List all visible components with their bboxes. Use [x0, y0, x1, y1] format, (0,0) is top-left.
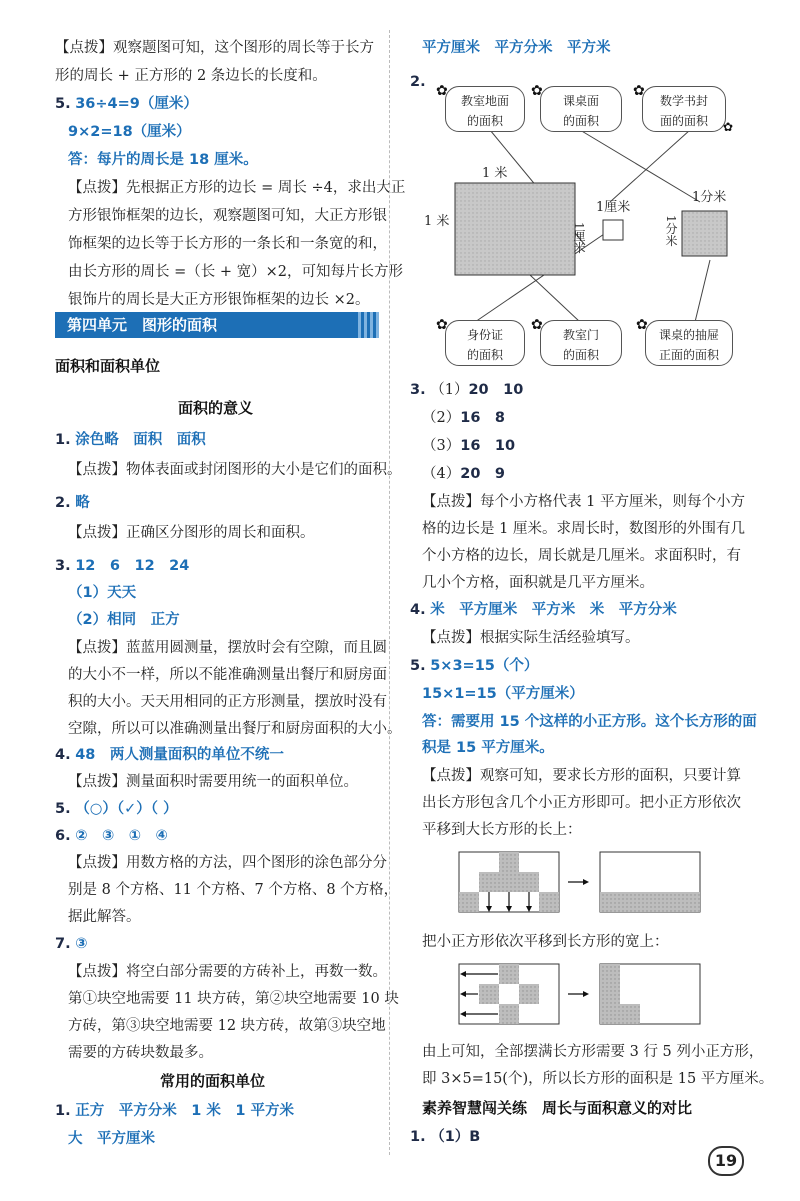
label-1cm: 1厘米 [596, 200, 631, 215]
answer-line: 12 6 12 24 [75, 558, 190, 574]
answer-line: 米 平方厘米 平方米 米 平方分米 [430, 602, 677, 618]
butterfly-icon: ✿ [633, 83, 645, 99]
small-square [499, 852, 519, 872]
answer-b1 [55, 1101, 294, 1121]
question-number: 4. [410, 602, 426, 618]
tip-line: 形的周长 + 正方形的 2 条边长的长度和。 [55, 68, 327, 84]
tip-line: 别是 8 个方格、11 个方格、7 个方格、8 个方格， [68, 882, 399, 898]
tip-line: 把小正方形依次平移到长方形的宽上： [422, 934, 669, 950]
unit-banner: 第四单元 图形的面积 [55, 312, 377, 338]
answer-line: 答：需要用 15 个这样的小正方形。这个长方形的面 [422, 714, 757, 730]
column-divider [389, 30, 390, 1155]
option-cloud [531, 317, 622, 366]
tip-line: 【点拨】观察可知，要求长方形的面积，只要计算 [422, 768, 741, 784]
banner-stripes [358, 312, 380, 338]
square-1cm [603, 220, 623, 240]
sub-label: （1） [430, 382, 469, 398]
question-number: 3. [55, 558, 71, 574]
answer-5 [410, 656, 538, 676]
answer-line: 16 10 [460, 438, 516, 454]
option-cloud [436, 83, 525, 132]
tip-line: 【点拨】将空白部分需要的方砖补上，再数一数。 [68, 964, 387, 980]
cloud-text: 正面的面积 [658, 348, 719, 362]
square-1m [455, 183, 575, 275]
small-square [499, 964, 519, 984]
question-number: 2. [55, 495, 71, 511]
question-number: 1. [410, 1129, 426, 1145]
tip-line: 【点拨】每个小方格代表 1 平方厘米，则每个小方 [422, 494, 745, 510]
cloud-text: 教室地面 [460, 94, 509, 108]
option-cloud [436, 317, 525, 366]
answer-line: （1）B [430, 1129, 481, 1145]
small-square [479, 872, 499, 892]
answer-line: 15×1=15（平方厘米） [422, 686, 584, 702]
tip-line: 【点拨】根据实际生活经验填写。 [422, 630, 640, 646]
tip-line: 平移到大长方形的长上： [422, 822, 582, 838]
tip-line: 积的大小。天天用相同的正方形测量，摆放时没有 [68, 694, 387, 710]
cloud-text: 的面积 [466, 114, 503, 128]
tip-line: 由长方形的周长 =（长 + 宽）×2，可知每片长方形 [68, 264, 403, 280]
question-number: 7. [55, 936, 71, 952]
tip-line: 饰框架的边长等于长方形的一条长和一条宽的和， [68, 236, 387, 252]
small-square [519, 984, 539, 1004]
match-line [610, 130, 690, 202]
question-number: 4. [55, 747, 71, 763]
answer-4 [55, 745, 284, 765]
answer-line: 积是 15 平方厘米。 [422, 740, 554, 756]
option-cloud [636, 317, 733, 366]
answer-3 [55, 556, 189, 576]
sub-label: （4） [422, 466, 461, 482]
answer-line: （2）相同 正方 [68, 612, 180, 628]
cloud-text: 身份证 [466, 328, 503, 342]
tip-line: 的大小不一样，所以不能准确测量出餐厅和厨房面 [68, 667, 387, 683]
question-number: 2. [410, 74, 426, 90]
answer-line: （1）天天 [68, 585, 137, 601]
practice-title: 素养智慧闯关练 周长与面积意义的对比 [422, 1099, 693, 1117]
cloud-text: 的面积 [562, 348, 599, 362]
question-number: 5. [55, 96, 71, 112]
answer-7 [55, 934, 88, 954]
cloud-text: 数学书封 [659, 94, 708, 108]
label-1m: 1 米 [424, 214, 450, 229]
tip-line: 方形银饰框架的边长，观察题图可知，大正方形银 [68, 208, 387, 224]
filled-column [600, 964, 620, 1024]
tip-line: 个小方格的边长，周长就是几厘米。求面积时，有 [422, 548, 741, 564]
page-number: 19 [708, 1146, 744, 1176]
sub-label: （3） [422, 438, 461, 454]
small-square [499, 1004, 519, 1024]
answer-line: 略 [75, 495, 90, 511]
answer-line: 答：每片的周长是 18 厘米。 [68, 152, 258, 168]
answer-5b [55, 799, 178, 819]
answer-5 [55, 94, 198, 114]
question-number: 3. [410, 382, 426, 398]
label-1m: 1 米 [482, 166, 508, 181]
subsection-title: 常用的面积单位 [160, 1072, 266, 1090]
tip-line: 空隙，所以可以准确测量出餐厅和厨房面积的大小。 [68, 721, 402, 737]
tip-line: 由上可知，全部摆满长方形需要 3 行 5 列小正方形， [422, 1044, 764, 1060]
answer-3-3 [422, 436, 515, 456]
cloud-text: 课桌的抽屉 [658, 328, 719, 342]
small-square [539, 892, 559, 912]
tip-line: 【点拨】测量面积时需要用统一的面积单位。 [68, 774, 358, 790]
cloud-text: 课桌面 [562, 94, 599, 108]
label-1cm: 1厘米 [572, 222, 586, 254]
tip-line: 据此解答。 [68, 909, 141, 925]
small-square [479, 984, 499, 1004]
filled-row [600, 892, 700, 912]
answer-2 [55, 493, 90, 513]
tip-line: 【点拨】用数方格的方法，四个图形的涂色部分分 [68, 855, 387, 871]
small-square [459, 892, 479, 912]
practice-1 [410, 1127, 480, 1147]
tip-line: 几小个方格，面积就是几平方厘米。 [422, 575, 654, 591]
translate-figure-length [458, 850, 758, 918]
match-line [580, 130, 700, 202]
answer-line: 48 两人测量面积的单位不统一 [75, 747, 284, 763]
answer-line: 涂色略 面积 面积 [75, 432, 206, 448]
question-number: 5. [55, 801, 71, 817]
tip-line: 【点拨】物体表面或封闭图形的大小是它们的面积。 [68, 462, 402, 478]
butterfly-icon: ✿ [531, 83, 543, 99]
translate-figure-width [458, 962, 758, 1030]
question-number: 6. [55, 828, 71, 844]
small-square [519, 872, 539, 892]
section-title: 面积和面积单位 [55, 357, 161, 375]
tip-line: 方砖，第③块空地需要 12 块方砖，故第③块空地 [68, 1018, 386, 1034]
cloud-text: 教室门 [562, 328, 599, 342]
answer-line: 平方厘米 平方分米 平方米 [422, 40, 611, 56]
butterfly-icon: ✿ [436, 83, 448, 99]
answer-1 [55, 430, 206, 450]
answer-line: 正方 平方分米 1 米 1 平方米 [75, 1103, 294, 1119]
answer-6 [55, 826, 168, 846]
label-1dm: 1分米 [664, 215, 678, 247]
answer-line: 9×2=18（厘米） [68, 124, 191, 140]
small-square [499, 872, 519, 892]
answer-3-2 [422, 408, 505, 428]
butterfly-icon: ✿ [722, 120, 733, 134]
answer-line: 20 9 [460, 466, 506, 482]
label-1dm: 1分米 [692, 190, 727, 205]
tip-line: 【点拨】正确区分图形的周长和面积。 [68, 525, 315, 541]
tip-line: 第①块空地需要 11 块方砖，第②块空地需要 10 块 [68, 991, 399, 1007]
option-cloud [531, 83, 622, 132]
tip-line: 【点拨】蓝蓝用圆测量，摆放时会有空隙，而且圆 [68, 640, 387, 656]
cloud-text: 的面积 [466, 348, 503, 362]
answer-4 [410, 600, 677, 620]
tip-line: 【点拨】观察题图可知，这个图形的周长等于长方 [55, 40, 374, 56]
small-square [620, 1004, 640, 1024]
answer-3-4 [422, 464, 505, 484]
subsection-title: 面积的意义 [178, 399, 254, 417]
butterfly-icon: ✿ [636, 317, 648, 333]
right-arrow [583, 991, 589, 997]
butterfly-icon: ✿ [436, 317, 448, 333]
answer-line: 20 10 [468, 382, 524, 398]
question-number: 5. [410, 658, 426, 674]
match-line [695, 260, 710, 322]
answer-line: 16 8 [460, 410, 506, 426]
question-number: 1. [55, 1103, 71, 1119]
tip-line: 【点拨】先根据正方形的边长 = 周长 ÷4，求出大正 [68, 180, 406, 196]
question-number: 1. [55, 432, 71, 448]
cloud-text: 的面积 [562, 114, 599, 128]
answer-line: 36÷4=9（厘米） [75, 96, 198, 112]
sub-label: （2） [422, 410, 461, 426]
tip-line: 即 3×5=15(个)，所以长方形的面积是 15 平方厘米。 [422, 1071, 774, 1087]
tip-line: 格的边长是 1 厘米。求周长时，数图形的外围有几 [422, 521, 745, 537]
answer-line: ② ③ ① ④ [75, 828, 168, 844]
square-1dm [682, 211, 727, 256]
answer-line: （○）（✓）（ ） [75, 801, 178, 817]
cloud-text: 面的面积 [659, 114, 708, 128]
right-arrow [583, 879, 589, 885]
answer-line: 大 平方厘米 [68, 1131, 155, 1147]
tip-line: 出长方形包含几个小正方形即可。把小正方形依次 [422, 795, 741, 811]
answer-line: ③ [75, 936, 88, 952]
answer-3 [410, 380, 523, 400]
tip-line: 需要的方砖块数最多。 [68, 1045, 213, 1061]
option-cloud [633, 83, 733, 134]
tip-line: 银饰片的周长是大正方形银饰框架的边长 ×2。 [68, 292, 370, 308]
answer-line: 5×3=15（个） [430, 658, 539, 674]
butterfly-icon: ✿ [531, 317, 543, 333]
